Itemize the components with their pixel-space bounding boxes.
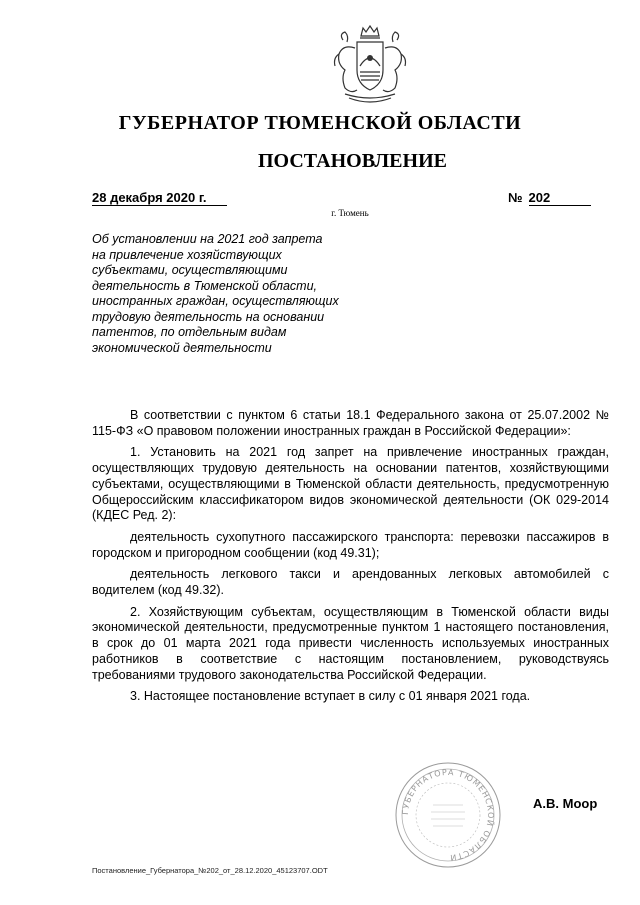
document-type-title: ПОСТАНОВЛЕНИЕ	[258, 150, 447, 172]
subject-line: патентов, по отдельным видам	[92, 325, 287, 339]
document-number: 202	[529, 190, 591, 206]
svg-text:ГУБЕРНАТОРА ТЮМЕНСКОЙ ОБЛАСТИ	[401, 768, 497, 862]
body-paragraph: 2. Хозяйствующим субъектам, осуществляющим в Тюменской области виды экономической деятельности, предусмотренные пунктом 1 настоящего постановления, в срок до 01 марта 2021 года привести численность используемых иностранных работников в соответствие с настоящим постановлением, руководствуясь требованиями трудового законодательства Российской Федерации.	[92, 604, 609, 682]
subject-line: иностранных граждан, осуществляющих	[92, 294, 339, 308]
subject-line: субъектами, осуществляющими	[92, 263, 288, 277]
body-paragraph: 3. Настоящее постановление вступает в силу с 01 января 2021 года.	[130, 689, 531, 704]
organization-title: ГУБЕРНАТОР ТЮМЕНСКОЙ ОБЛАСТИ	[118, 112, 522, 134]
body-paragraph: деятельность легкового такси и арендованных легковых автомобилей с водителем (код 49.32).	[92, 567, 609, 598]
subject-line: трудовую деятельность на основании	[92, 309, 325, 324]
number-sign: №	[508, 190, 523, 205]
body-paragraph: деятельность сухопутного пассажирского транспорта: перевозки пассажиров в городском и пригородном сообщении (код 49.31);	[92, 529, 609, 560]
body-paragraph: В соответствии с пунктом 6 статьи 18.1 Федерального закона от 25.07.2002 № 115-ФЗ «О правовом положении иностранных граждан в Российской Федерации»:	[92, 408, 609, 438]
file-name-footer: Постановление_Губернатора_№202_от_28.12.2020_45123707.ODT	[92, 866, 328, 875]
seal-text: ГУБЕРНАТОРА ТЮМЕНСКОЙ ОБЛАСТИ	[400, 767, 496, 863]
document-number-field	[508, 190, 603, 206]
city-name: г. Тюмень	[331, 208, 369, 218]
coat-of-arms-icon	[325, 22, 415, 112]
subject-line: деятельность в Тюменской области,	[92, 278, 317, 293]
body-paragraph: 1. Установить на 2021 год запрет на привлечение иностранных граждан, осуществляющих трудовую деятельность на основании патентов, хозяйствующими субъектами, осуществляющими в Тюменской области деятельность, предусмотренную Общероссийским классификатором видов экономической деятельности (ОК 029-2014 (КДЕС Ред. 2):	[92, 445, 609, 523]
document-body	[92, 408, 609, 711]
subject-line: экономической деятельности	[92, 340, 272, 355]
signer-name: А.В. Моор	[533, 796, 598, 811]
official-seal-icon	[393, 760, 503, 870]
document-date: 28 декабря 2020 г.	[92, 190, 227, 206]
subject-line: на привлечение хозяйствующих	[92, 247, 282, 262]
subject-line: Об установлении на 2021 год запрета	[92, 232, 323, 246]
document-subject	[92, 232, 382, 356]
